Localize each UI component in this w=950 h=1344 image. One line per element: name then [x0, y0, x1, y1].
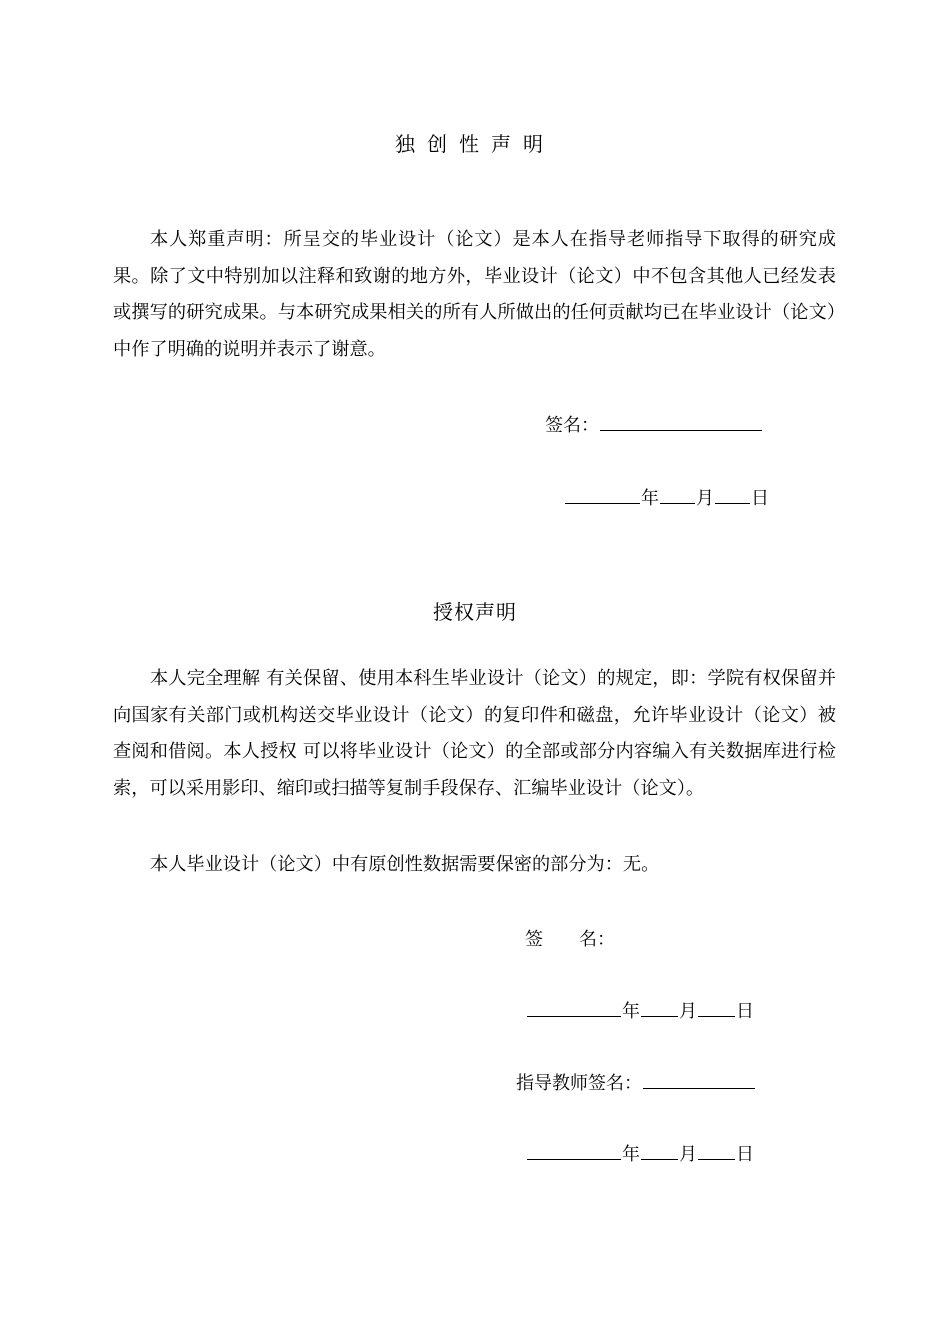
year-label: 年 [641, 488, 659, 509]
signature-label: 签 名： [525, 929, 615, 950]
month-label: 月 [696, 488, 714, 509]
originality-paragraph: 本人郑重声明：所呈交的毕业设计（论文）是本人在指导老师指导下取得的研究成果。除了文中特别加以注释和致谢的地方外，毕业设计（论文）中不包含其他人已经发表或撰写的研究成果。与本研究成果相关的所有人所做出的任何贡献均已在毕业设计（论文）中作了明确的说明并表示了谢意。 [113, 229, 836, 360]
year-label: 年 [622, 1144, 640, 1165]
day-blank [715, 502, 750, 504]
originality-title: 独创性声明 [395, 132, 555, 156]
authorization-title: 授权声明 [433, 600, 517, 624]
year-blank [527, 1015, 621, 1017]
authorization-date-line [526, 997, 754, 1023]
year-blank [565, 502, 640, 504]
signature-blank [600, 429, 762, 431]
authorization-signature-line [525, 925, 615, 951]
month-blank [641, 1158, 678, 1160]
day-blank [698, 1015, 735, 1017]
day-label: 日 [736, 1001, 754, 1022]
year-blank [527, 1158, 621, 1160]
advisor-signature-blank [643, 1087, 755, 1089]
month-label: 月 [679, 1144, 697, 1165]
originality-signature-line [545, 411, 763, 437]
advisor-date-line [526, 1140, 754, 1166]
month-blank [641, 1015, 678, 1017]
advisor-signature-label: 指导教师签名： [516, 1073, 642, 1094]
month-blank [660, 502, 695, 504]
day-label: 日 [736, 1144, 754, 1165]
year-label: 年 [622, 1001, 640, 1022]
advisor-signature-line [516, 1069, 756, 1095]
signature-label: 签名： [545, 415, 599, 436]
month-label: 月 [679, 1001, 697, 1022]
authorization-paragraph-2: 本人毕业设计（论文）中有原创性数据需要保密的部分为：无。 [150, 854, 660, 875]
authorization-paragraph-1: 本人完全理解 有关保留、使用本科生毕业设计（论文）的规定，即：学院有权保留并向国家有关部门或机构送交毕业设计（论文）的复印件和磁盘，允许毕业设计（论文）被查阅和借阅。本人授权 可以将毕业设计（论文）的全部或部分内容编入有关数据库进行检索，可以采用影印、缩印或扫描等复制手段保存、汇编毕业设计（论文）。 [113, 668, 836, 799]
day-label: 日 [751, 488, 769, 509]
day-blank [698, 1158, 735, 1160]
originality-date-line [564, 484, 769, 510]
